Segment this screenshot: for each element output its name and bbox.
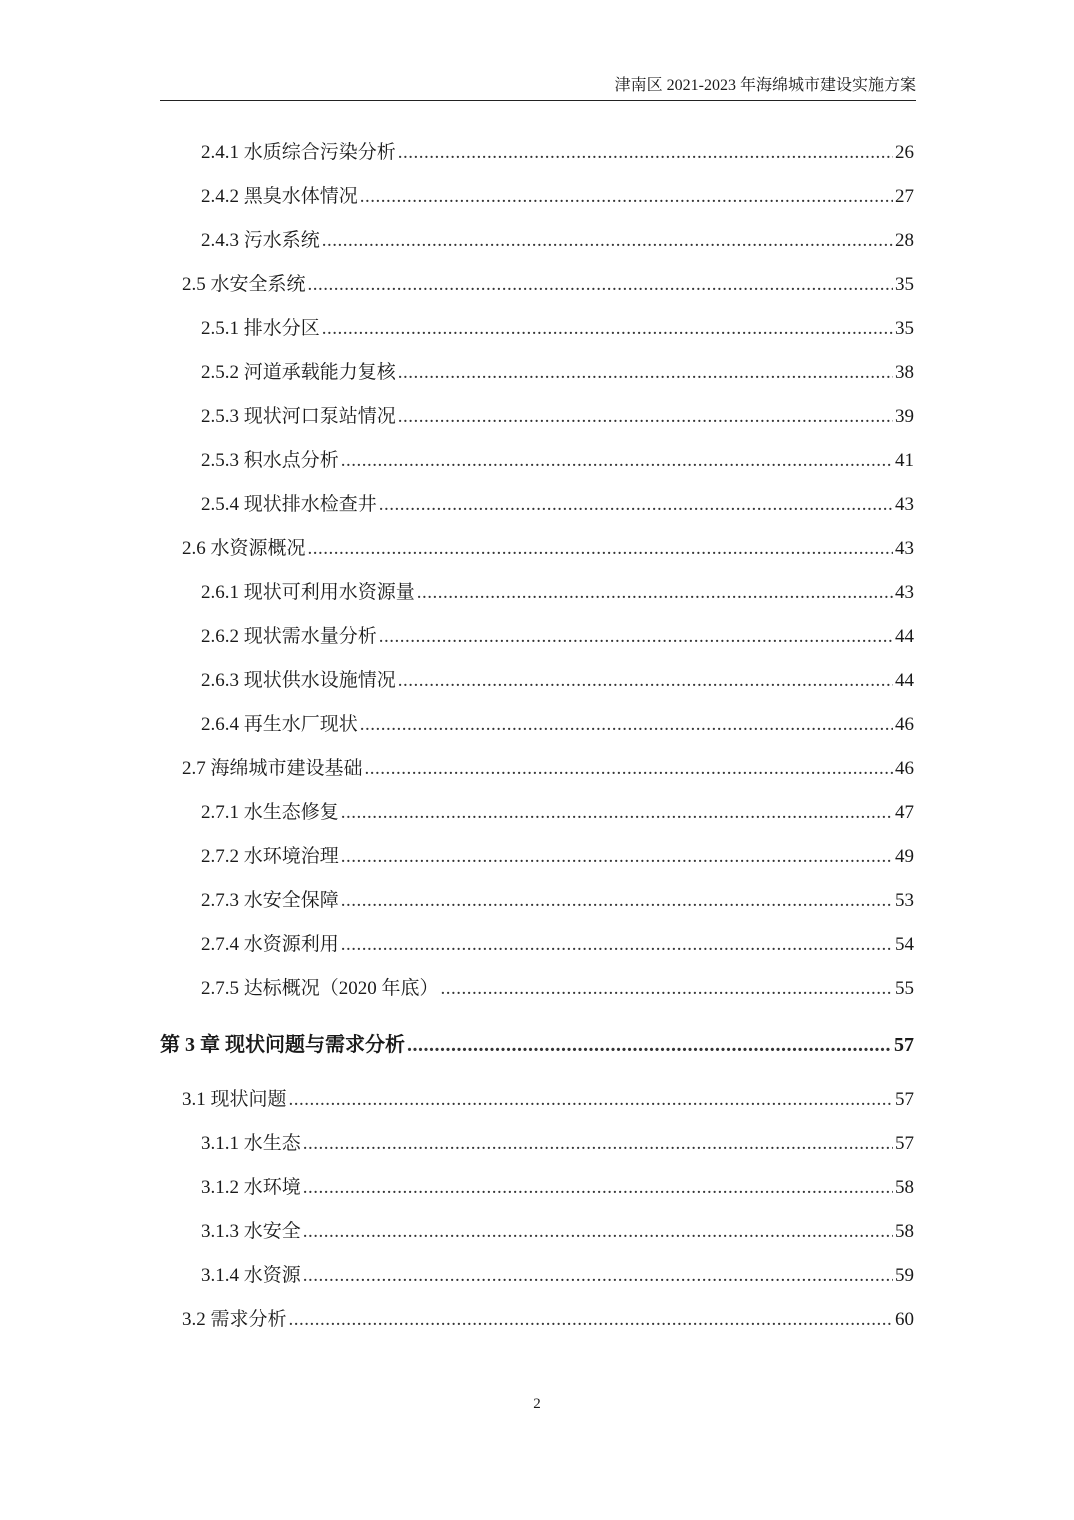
toc-dot-leader xyxy=(322,219,893,263)
toc-entry-title: 2.4.3 污水系统 xyxy=(201,230,320,251)
toc-dot-leader xyxy=(379,615,893,659)
toc-entry-title: 3.1.3 水安全 xyxy=(201,1221,301,1242)
toc-entry-page: 46 xyxy=(895,714,914,735)
toc-entry[interactable] xyxy=(160,835,914,879)
page-number: 2 xyxy=(533,1396,541,1412)
toc-entry-page: 41 xyxy=(895,450,914,471)
toc-dot-leader xyxy=(303,1254,893,1298)
toc-entry-page: 35 xyxy=(895,274,914,295)
toc-entry-page: 44 xyxy=(895,670,914,691)
toc-entry[interactable] xyxy=(160,131,914,175)
toc-dot-leader xyxy=(417,571,893,615)
toc-entry-title: 2.5.2 河道承载能力复核 xyxy=(201,362,396,383)
toc-entry[interactable] xyxy=(160,879,914,923)
toc-entry-page: 54 xyxy=(895,934,914,955)
toc-entry-page: 39 xyxy=(895,406,914,427)
toc-dot-leader xyxy=(341,879,893,923)
toc-entry-page: 57 xyxy=(895,1089,914,1110)
toc-entry[interactable] xyxy=(160,1122,914,1166)
toc-entry-page: 46 xyxy=(895,758,914,779)
toc-entry[interactable] xyxy=(160,747,914,791)
toc-dot-leader xyxy=(398,659,893,703)
toc-entry-title: 2.6.2 现状需水量分析 xyxy=(201,626,377,647)
toc-entry-title: 2.6.1 现状可利用水资源量 xyxy=(201,582,415,603)
toc-entry-title: 3.1.2 水环境 xyxy=(201,1177,301,1198)
toc-dot-leader xyxy=(341,439,893,483)
toc-dot-leader xyxy=(303,1122,893,1166)
toc-entry-page: 43 xyxy=(895,494,914,515)
toc-entry-title: 第 3 章 现状问题与需求分析 xyxy=(160,1034,405,1056)
toc-entry-title: 2.6 水资源概况 xyxy=(182,538,306,559)
toc-entry-page: 44 xyxy=(895,626,914,647)
toc-entry[interactable] xyxy=(160,791,914,835)
toc-entry-title: 2.7.2 水环境治理 xyxy=(201,846,339,867)
toc-dot-leader xyxy=(303,1166,893,1210)
toc-entry[interactable] xyxy=(160,571,914,615)
toc-entry[interactable] xyxy=(160,527,914,571)
toc-entry-title: 2.4.2 黑臭水体情况 xyxy=(201,186,358,207)
toc-dot-leader xyxy=(441,967,893,1011)
toc-entry-page: 57 xyxy=(895,1133,914,1154)
toc-entry-title: 2.5.3 现状河口泵站情况 xyxy=(201,406,396,427)
toc-entry-page: 57 xyxy=(894,1034,914,1056)
toc-entry[interactable] xyxy=(160,175,914,219)
toc-dot-leader xyxy=(308,263,893,307)
toc-entry-title: 2.6.3 现状供水设施情况 xyxy=(201,670,396,691)
toc-entry-page: 58 xyxy=(895,1221,914,1242)
toc-entry[interactable] xyxy=(160,307,914,351)
toc-entry-page: 26 xyxy=(895,142,914,163)
toc-dot-leader xyxy=(341,835,893,879)
toc-dot-leader xyxy=(303,1210,893,1254)
toc-entry-page: 35 xyxy=(895,318,914,339)
toc-entry-page: 59 xyxy=(895,1265,914,1286)
toc-entry[interactable] xyxy=(160,1254,914,1298)
header-title: 津南区 2021-2023 年海绵城市建设实施方案 xyxy=(614,77,916,94)
toc-entry-page: 43 xyxy=(895,582,914,603)
toc-entry-page: 49 xyxy=(895,846,914,867)
toc-dot-leader xyxy=(365,747,893,791)
toc-dot-leader xyxy=(398,395,893,439)
toc-dot-leader xyxy=(360,175,893,219)
toc-entry[interactable] xyxy=(160,1298,914,1342)
toc-entry-page: 53 xyxy=(895,890,914,911)
toc-entry[interactable] xyxy=(160,219,914,263)
toc-entry[interactable] xyxy=(160,1023,914,1067)
toc-dot-leader xyxy=(341,923,893,967)
toc-entry-title: 2.7.1 水生态修复 xyxy=(201,802,339,823)
toc-entry[interactable] xyxy=(160,263,914,307)
toc-dot-leader xyxy=(341,791,893,835)
toc-entry-title: 2.7.5 达标概况（2020 年底） xyxy=(201,978,439,999)
toc-entry-title: 2.7.4 水资源利用 xyxy=(201,934,339,955)
toc-dot-leader xyxy=(308,527,893,571)
toc-entry[interactable] xyxy=(160,395,914,439)
toc-entry-title: 2.6.4 再生水厂现状 xyxy=(201,714,358,735)
toc-dot-leader xyxy=(289,1298,893,1342)
toc-entry[interactable] xyxy=(160,1166,914,1210)
toc-entry[interactable] xyxy=(160,703,914,747)
toc-entry-title: 3.2 需求分析 xyxy=(182,1309,287,1330)
toc-entry-title: 2.5 水安全系统 xyxy=(182,274,306,295)
toc-entry-title: 3.1.4 水资源 xyxy=(201,1265,301,1286)
toc-entry-page: 27 xyxy=(895,186,914,207)
toc-dot-leader xyxy=(398,131,893,175)
toc-entry[interactable] xyxy=(160,1078,914,1122)
toc-entry[interactable] xyxy=(160,923,914,967)
toc-entry[interactable] xyxy=(160,967,914,1011)
toc-dot-leader xyxy=(360,703,893,747)
toc-entry[interactable] xyxy=(160,615,914,659)
toc-entry-title: 2.7 海绵城市建设基础 xyxy=(182,758,363,779)
toc-entry-title: 2.5.3 积水点分析 xyxy=(201,450,339,471)
toc-entry-page: 28 xyxy=(895,230,914,251)
toc-entry-page: 47 xyxy=(895,802,914,823)
toc-entry-title: 2.7.3 水安全保障 xyxy=(201,890,339,911)
toc-entry-page: 58 xyxy=(895,1177,914,1198)
toc-entry[interactable] xyxy=(160,659,914,703)
page-header xyxy=(160,76,916,101)
toc-entry-page: 43 xyxy=(895,538,914,559)
toc-entry-page: 60 xyxy=(895,1309,914,1330)
toc-entry-page: 38 xyxy=(895,362,914,383)
toc-entry[interactable] xyxy=(160,1210,914,1254)
toc-entry[interactable] xyxy=(160,483,914,527)
toc-entry-page: 55 xyxy=(895,978,914,999)
toc-entry-title: 2.5.1 排水分区 xyxy=(201,318,320,339)
toc-entry-title: 2.5.4 现状排水检查井 xyxy=(201,494,377,515)
toc-dot-leader xyxy=(289,1078,893,1122)
toc-entry-title: 3.1.1 水生态 xyxy=(201,1133,301,1154)
toc-dot-leader xyxy=(407,1023,892,1067)
toc-dot-leader xyxy=(379,483,893,527)
toc-dot-leader xyxy=(398,351,893,395)
toc-entry[interactable] xyxy=(160,351,914,395)
toc-entry-title: 3.1 现状问题 xyxy=(182,1089,287,1110)
toc-entry[interactable] xyxy=(160,439,914,483)
toc-entry-title: 2.4.1 水质综合污染分析 xyxy=(201,142,396,163)
toc-dot-leader xyxy=(322,307,893,351)
